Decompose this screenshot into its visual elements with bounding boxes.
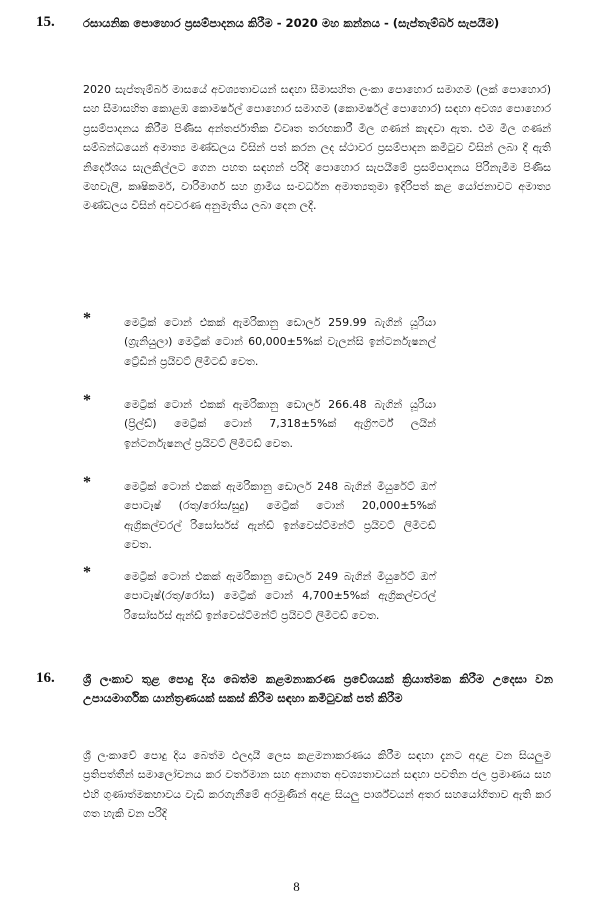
bullet-marker: * xyxy=(83,310,91,327)
section-15-paragraph: 2020 සැප්තැම්බර් මාසයේ අවශ්‍යතාවයන් සඳහා සීමාසහිත ලංකා පොහොර සමාගම (ලක් පොහොර) සහ සීමාසහිත කොළඹ කොමර්ෂල් පොහොර සමාගම (කොමර්ෂල් පොහොර) සඳහා අවශ්‍ය පොහොර ප්‍රසම්පාදනය කිරීම පිණිස අන්තර්ජාතික විවෘත තරඟකාරී මිල ගණන් කැඳවා ඇත. එම මිල ගණන් සම්බන්ධයෙන් අමාත්‍ය මණ්ඩලය විසින් පත් කරන ලද ස්ථාවර ප්‍රසම්පාදන කමිටුව විසින් ලබා දී ඇති නිර්දේශය සැලකිල්ලට ගෙන පහත සඳහන් පරිදි පොහොර සැපයීමේ ප්‍රසම්පාදනය පිරිනැමීම පිණිස මහවැලි, කෘෂිකර්ම, වාරිමාර්ග සහ ග්‍රාමීය සංවර්ධන අමාත්‍යතුමා ඉදිරිපත් කළ යෝජනාවට අමාත්‍ය මණ්ඩලය විසින් අවවරණ අනුමැතිය ලබා දෙන ලදී. xyxy=(83,83,551,213)
bullet-marker: * xyxy=(83,474,91,491)
bullet-marker: * xyxy=(83,564,91,581)
bullet-item-2: මෙට්‍රික් ටොන් එකක් ඇමරිකානු ඩොලර් 266.48 බැගින් යූරියා (ප්‍රිල්ඩ්) මෙට්‍රික් ටොන් 7,318±5%ක් ඇග්‍රිෆර්ට් ලයින් ඉන්ටර්නැෂනල් ප්‍රයිවට් ලිමිටඩ් වෙත. xyxy=(124,398,436,450)
section-15-number: 15. xyxy=(36,14,55,30)
section-16-paragraph: ශ්‍රී ලංකාවේ පොදු දිය බෙත්ම ඵලදායී ලෙස කළමනාකරණය කිරීම සඳහා දැනට අදාළ වන සියලුම ප්‍රතිපත්තීන් සමාලෝචනය කර වර්තමාන සහ අනාගත අවශ්‍යතාවයන් සඳහා පවතින ජල ප්‍රමාණය සහ එහි ගුණාත්මකභාවය වැඩි කරගැනීමේ අරමුණින් අදාළ සියලු පාර්ශ්වයන් අතර සහයෝගිතාව ඇති කර ගත හැකි වන පරිදි xyxy=(83,749,551,821)
page-number: 8 xyxy=(293,879,300,894)
bullet-item-1: මෙට්‍රික් ටොන් එකක් ඇමරිකානු ඩොලර් 259.99 බැගින් යූරියා (ග්‍රැනියුලා) මෙට්‍රික් ටොන් 60,000±5%ක් වැලන්සි ඉන්ටර්නැෂනල් ට්‍රේඩින් ප්‍රයිවට් ලිමිටඩ් වෙත. xyxy=(124,316,436,368)
section-16-number: 16. xyxy=(36,670,55,686)
bullet-item-4: මෙට්‍රික් ටොන් එකක් ඇමරිකානු ඩොලර් 249 බැගින් මියුරේට් ඔෆ් පොටෑෂ්(රතු/රෝස) මෙට්‍රික් ටොන් 4,700±5%ක් ඇග්‍රිකල්චරල් රිසෝර්සස් ඇන්ඩ් ඉන්වෙස්ට්මන්ට් ප්‍රයිවට් ලිමිටඩ් වෙත. xyxy=(124,570,436,622)
section-16-title: ශ්‍රී ලංකාව තුළ පොදු දිය බෙත්ම කළමනාකරණ ප්‍රවේශයක් ක්‍රියාත්මක කිරීම උදෙසා වන උපායමාර්ගික යාන්ත්‍රණයක් සකස් කිරීම සඳහා කමිටුවක් පත් කිරීම xyxy=(83,672,553,705)
bullet-item-3: මෙට්‍රික් ටොන් එකක් ඇමරිකානු ඩොලර් 248 බැගින් මියුරේට් ඔෆ් පොටෑෂ් (රතු/රෝස/සුදු) මෙට්‍රික් ටොන් 20,000±5%ක් ඇග්‍රිකල්චරල් රිසෝර්සස් ඇන්ඩ් ඉන්වෙස්ට්මන්ට් ප්‍රයිවට් ලිමිටඩ් වෙත. xyxy=(124,480,436,552)
section-15-title: රසායනික පොහොර ප්‍රසම්පාදනය කිරීම - 2020 මහ කන්නය - (සැප්තැම්බර් සැපයීම) xyxy=(83,16,500,30)
bullet-marker: * xyxy=(83,392,91,409)
